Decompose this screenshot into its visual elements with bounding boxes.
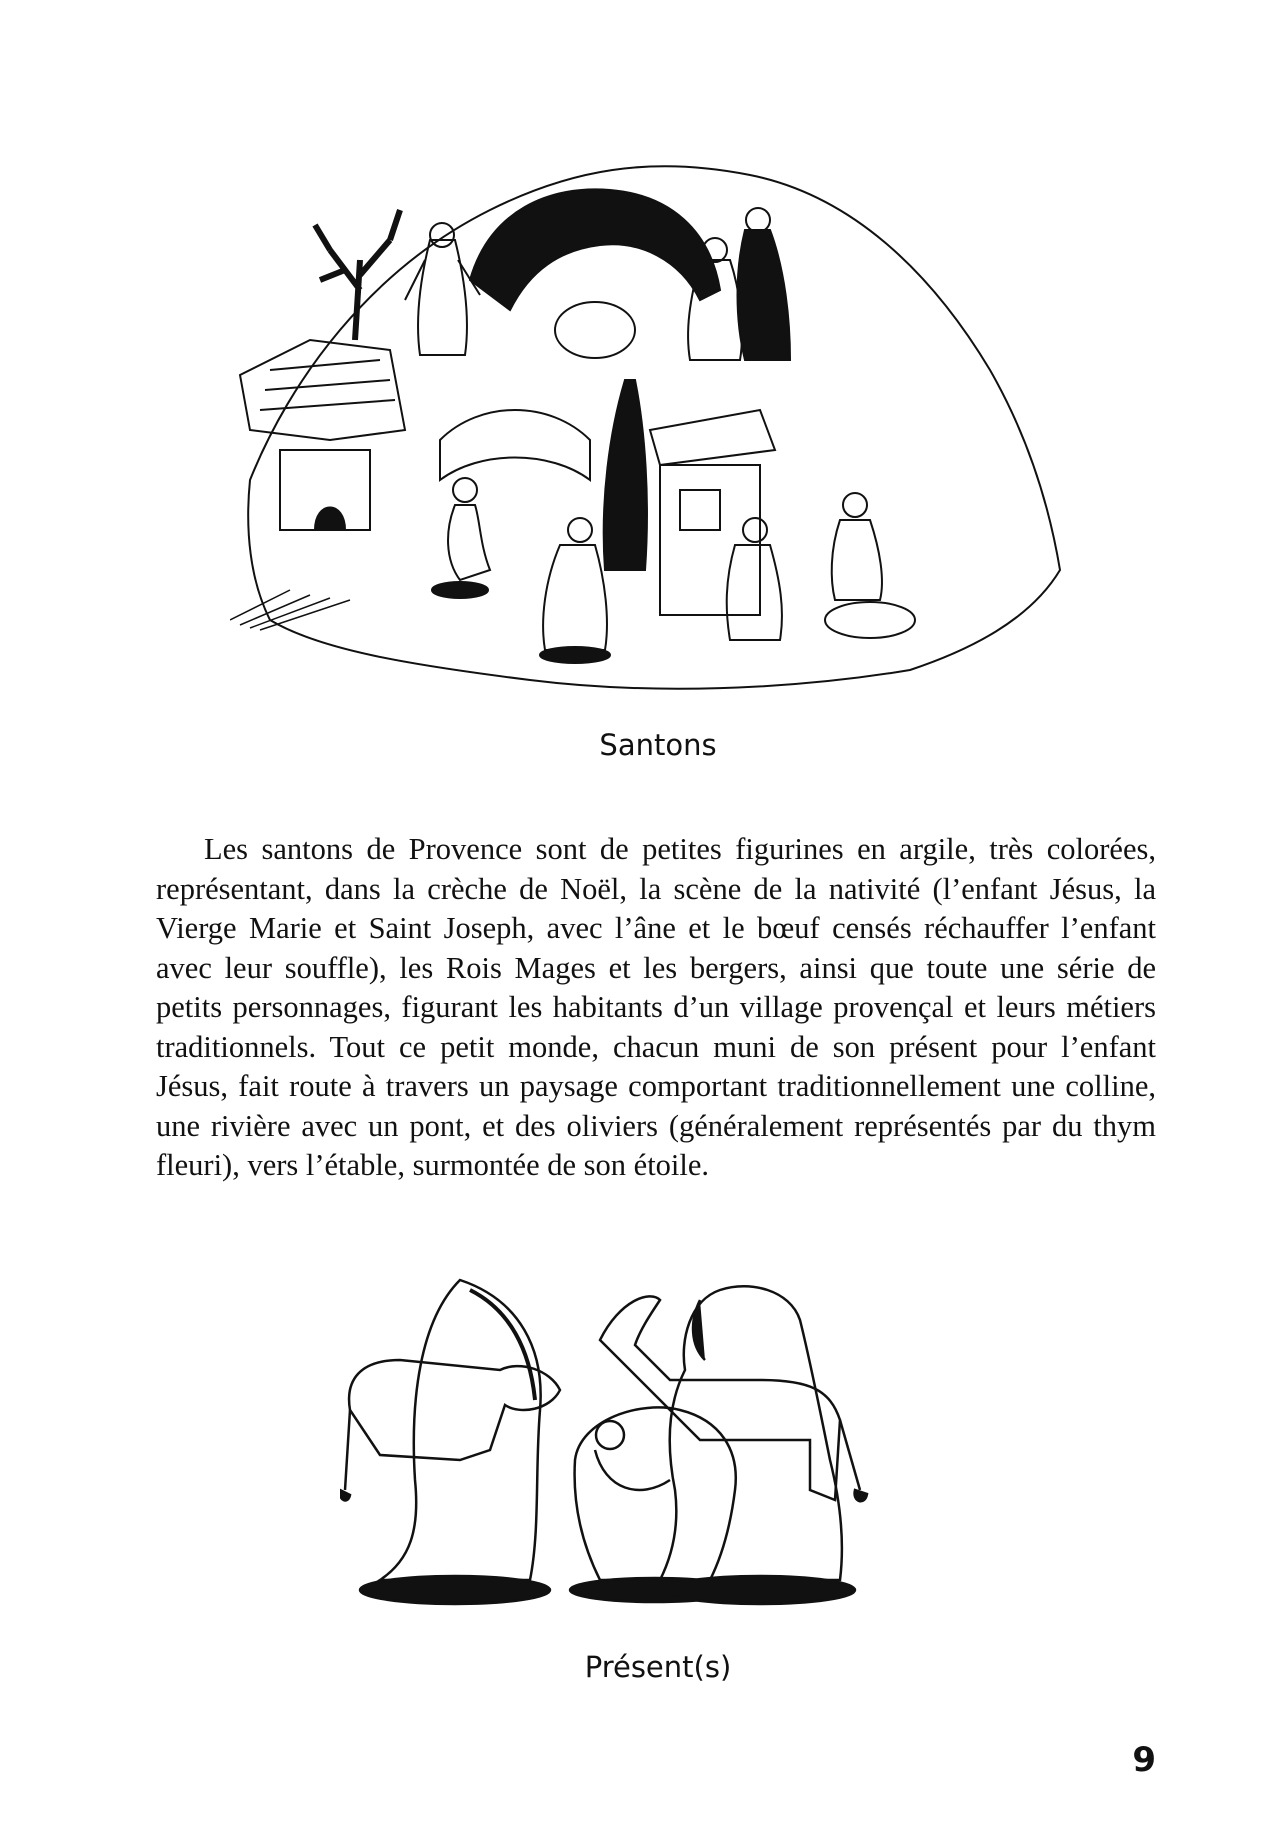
villager-figures-icon [432, 478, 915, 663]
body-paragraph: Les santons de Provence sont de petites figurines en argile, très colorées, représentant, dans la crèche de Noël, la scène de la nativité (l’enfant Jésus, la Vierge Marie et Saint Joseph, avec l’âne et le bœuf censés réchauffer l’enfant avec leur souffle), les Rois Mages et les bergers, ainsi que toute une série de petits personnages, figurant les habitants d’un village provençal et leurs métiers traditionnels. Tout ce petit monde, chacun muni de son présent pour l’enfant Jésus, fait route à travers un paysage comportant traditionnellement une colline, une rivière avec un pont, et des oliviers (généralement représentés par du thym fleuri), vers l’étable, surmontée de son étoile. [156, 832, 1156, 1182]
figure-caption-present: Présent(s) [584, 1650, 732, 1684]
bare-tree-icon [315, 210, 400, 340]
house-left-icon [240, 340, 405, 530]
cypress-tree-icon [604, 380, 647, 570]
santons-illustration [230, 150, 1070, 720]
present-illustration [340, 1260, 980, 1610]
figure-caption-santons: Santons [599, 728, 717, 762]
joseph-figure-icon [660, 1286, 855, 1604]
grotto-icon [470, 189, 720, 310]
page-number: 9 [1132, 1740, 1156, 1780]
ox-figure-icon [340, 1360, 560, 1500]
angel-figure-icon [405, 223, 480, 355]
baby-manger-icon [570, 1407, 740, 1602]
mary-figure-icon [360, 1280, 550, 1604]
ground-hatching [230, 590, 350, 630]
manger-icon [555, 302, 635, 358]
donkey-figure-icon [600, 1296, 867, 1501]
bridge-icon [440, 410, 590, 480]
house-right-icon [650, 410, 775, 615]
